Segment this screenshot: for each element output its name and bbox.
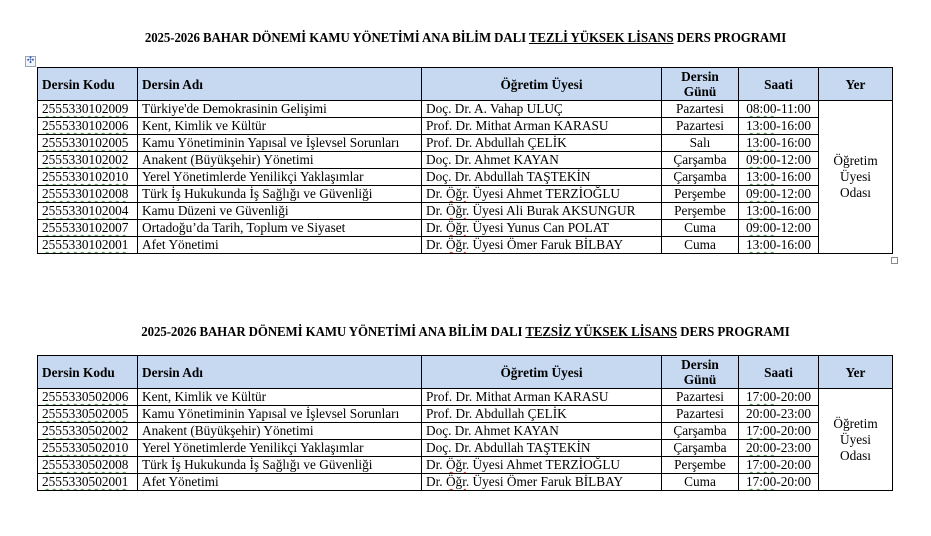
table-row [38,423,893,440]
lecturer-name: Mithat Arman KARASU [475,389,609,404]
header-day [662,356,739,389]
lecturer-title: Dr. Öğr. Üyesi [426,457,504,472]
time-start: 17:00 [745,457,777,472]
header-lecturer: Öğretim Üyesi [422,356,662,389]
time-end: -16:00 [776,169,811,184]
lecturer-title: Doç. Dr. [426,152,472,167]
lecturer-name: Ahmet KAYAN [474,423,559,438]
header-code: Dersin Kodu [38,68,138,101]
lecturer [422,169,662,186]
tezsiz-program-title [14,324,917,340]
course-day: Cuma [662,474,739,491]
lecturer-title: Prof. Dr. [426,135,473,150]
header-day-line2: Günü [683,84,717,99]
course-day: Perşembe [662,457,739,474]
title-prefix: 2025-2026 BAHAR DÖNEMİ KAMU YÖNETİMİ ANA BİLİM DALI [144,30,529,45]
course-code: 2555330502006 [38,389,138,406]
header-time: Saati [739,68,819,101]
time-start: 17:00 [745,423,777,438]
time-end: -12:00 [776,152,811,167]
course-code: 2555330102002 [38,152,138,169]
table-row [38,186,893,203]
place-line: Öğretim [833,415,878,431]
lecturer-title: Prof. Dr. [426,406,473,421]
lecturer [422,152,662,169]
course-code: 2555330102008 [38,186,138,203]
spellcheck-mark: Öğr [445,220,466,235]
course-day: Çarşamba [662,440,739,457]
lecturer [422,220,662,237]
table-row [38,457,893,474]
course-day: Pazartesi [662,389,739,406]
table-row [38,406,893,423]
spellcheck-mark: Öğr [445,457,466,472]
table-row [38,474,893,491]
course-time [739,423,819,440]
tezsiz-schedule-table [37,355,893,491]
course-name: Yerel Yönetimlerde Yenilikçi Yaklaşımlar [138,440,422,457]
lecturer-name: Mithat Arman KARASU [475,118,609,133]
lecturer [422,101,662,118]
lecturer-title: Doç. Dr. [426,440,472,455]
course-name: Türk İş Hukukunda İş Sağlığı ve Güvenliği [138,457,422,474]
course-name: Afet Yönetimi [138,237,422,254]
course-name: Türk İş Hukukunda İş Sağlığı ve Güvenliği [138,186,422,203]
table-row [38,203,893,220]
lecturer-title: Dr. Öğr. Üyesi [426,220,504,235]
lecturer [422,457,662,474]
table-row [38,440,893,457]
time-start: 17:00 [745,474,777,489]
time-start: 08:00 [746,101,777,116]
course-name: Afet Yönetimi [138,474,422,491]
time-end: -20:00 [776,457,811,472]
lecturer-name: Yunus Can POLAT [506,220,610,235]
table-move-handle-icon[interactable]: ✣ [26,56,35,66]
table-row [38,389,893,406]
course-time [739,135,819,152]
header-day-line2: Günü [683,372,717,387]
spellcheck-mark: Öğr [445,474,466,489]
time-start: 13:00 [745,169,777,184]
lecturer-title: Prof. Dr. [426,118,473,133]
time-start: 13:00 [745,237,777,252]
lecturer-name: Ahmet TERZİOĞLU [506,186,621,201]
lecturer-name: Ali Burak AKSUNGUR [506,203,636,218]
course-day: Cuma [662,220,739,237]
course-place [819,101,893,254]
time-start: 17:00 [745,389,777,404]
course-time [739,237,819,254]
course-code: 2555330502005 [38,406,138,423]
lecturer-name: Ömer Faruk BİLBAY [506,237,624,252]
course-code: 2555330102009 [38,101,138,118]
table-row [38,135,893,152]
table-row [38,237,893,254]
time-end: -16:00 [776,135,811,150]
course-name: Anakent (Büyükşehir) Yönetimi [138,152,422,169]
table-row [38,169,893,186]
course-code: 2555330502008 [38,457,138,474]
lecturer-title: Dr. Öğr. Üyesi [426,186,504,201]
spellcheck-mark: Öğr [445,237,466,252]
header-time: Saati [739,356,819,389]
header-day [662,68,739,101]
lecturer [422,135,662,152]
lecturer-name: Ömer Faruk BİLBAY [506,474,624,489]
course-day: Pazartesi [662,101,739,118]
time-start: 13:00 [745,118,777,133]
title-suffix: DERS PROGRAMI [677,324,790,339]
lecturer [422,440,662,457]
course-time [739,101,819,118]
course-code: 2555330102007 [38,220,138,237]
lecturer [422,118,662,135]
course-code: 2555330102010 [38,169,138,186]
time-end: -12:00 [776,220,811,235]
table-row [38,152,893,169]
lecturer-name: Abdullah TAŞTEKİN [474,169,591,184]
course-day: Çarşamba [662,423,739,440]
table-row [38,101,893,118]
course-name: Kamu Yönetiminin Yapısal ve İşlevsel Sorunları [138,135,422,152]
course-day: Çarşamba [662,152,739,169]
course-time [739,440,819,457]
course-time [739,474,819,491]
time-end: -23:00 [776,406,811,421]
course-day: Perşembe [662,186,739,203]
course-time [739,406,819,423]
title-program-type: TEZSİZ YÜKSEK LİSANS [525,324,678,339]
course-day: Çarşamba [662,169,739,186]
course-time [739,203,819,220]
time-start: 20:00 [745,440,777,455]
lecturer [422,186,662,203]
lecturer [422,389,662,406]
header-code: Dersin Kodu [38,356,138,389]
lecturer-name: Abdullah TAŞTEKİN [474,440,591,455]
course-name: Kamu Düzeni ve Güvenliği [138,203,422,220]
place-line: Odası [839,447,872,463]
header-place: Yer [819,356,893,389]
lecturer-title: Prof. Dr. [426,389,473,404]
course-time [739,118,819,135]
course-name: Türkiye'de Demokrasinin Gelişimi [138,101,422,118]
lecturer-name: Abdullah ÇELİK [474,406,567,421]
time-end: -23:00 [776,440,811,455]
header-lecturer: Öğretim Üyesi [422,68,662,101]
lecturer [422,203,662,220]
course-time [739,169,819,186]
header-place: Yer [819,68,893,101]
place-line: Öğretim [833,153,878,168]
lecturer [422,474,662,491]
spellcheck-mark: Öğr [445,203,466,218]
header-name: Dersin Adı [138,68,422,101]
title-prefix: 2025-2026 BAHAR DÖNEMİ KAMU YÖNETİMİ ANA BİLİM DALI [141,324,526,339]
course-day: Pazartesi [662,118,739,135]
course-code: 2555330102004 [38,203,138,220]
table-header-row [38,356,893,389]
time-start: 13:00 [745,135,777,150]
time-end: -12:00 [776,186,811,201]
lecturer-title: Dr. Öğr. Üyesi [426,203,504,218]
lecturer-title: Doç. Dr. [426,101,472,116]
header-name: Dersin Adı [138,356,422,389]
course-day: Perşembe [662,203,739,220]
time-end: -16:00 [776,118,811,133]
lecturer-name: Abdullah ÇELİK [474,135,567,150]
title-suffix: DERS PROGRAMI [673,30,787,45]
lecturer [422,406,662,423]
course-code: 2555330502010 [38,440,138,457]
place-line: Üyesi [839,431,872,447]
course-time [739,389,819,406]
course-name: Kent, Kimlik ve Kültür [138,118,422,135]
course-place [819,389,893,491]
course-name: Kent, Kimlik ve Kültür [138,389,422,406]
header-day-line1: Dersin [681,357,719,372]
course-code: 2555330502001 [38,474,138,491]
place-line: Üyesi [839,169,872,184]
lecturer [422,423,662,440]
lecturer-title: Dr. Öğr. Üyesi [426,474,504,489]
course-time [739,152,819,169]
lecturer-title: Dr. Öğr. Üyesi [426,237,504,252]
course-name: Kamu Yönetiminin Yapısal ve İşlevsel Sorunları [138,406,422,423]
time-end: -20:00 [776,423,811,438]
table-row [38,220,893,237]
time-end: -20:00 [776,474,811,489]
lecturer-name: Ahmet TERZİOĞLU [506,457,621,472]
course-day: Cuma [662,237,739,254]
title-program-type: TEZLİ YÜKSEK LİSANS [528,30,674,45]
course-code: 2555330102005 [38,135,138,152]
time-start: 09:00 [745,220,777,235]
tezli-program-title [14,30,917,46]
header-day-line1: Dersin [681,69,719,84]
course-day: Pazartesi [662,406,739,423]
time-start: 13:00 [745,203,777,218]
time-end: -16:00 [776,237,811,252]
time-start: 09:00 [745,152,777,167]
table-resize-handle-icon[interactable] [891,257,898,264]
course-code: 2555330102006 [38,118,138,135]
course-name: Anakent (Büyükşehir) Yönetimi [138,423,422,440]
lecturer [422,237,662,254]
course-time [739,220,819,237]
lecturer-title: Doç. Dr. [426,169,472,184]
time-end: -20:00 [776,389,811,404]
time-start: 09:00 [745,186,777,201]
place-line: Odası [839,185,872,200]
time-end: -16:00 [776,203,811,218]
table-row [38,118,893,135]
time-end: -11:00 [776,101,811,116]
course-name: Ortadoğu’da Tarih, Toplum ve Siyaset [138,220,422,237]
lecturer-name: A. Vahap ULUÇ [474,101,563,116]
table-header-row [38,68,893,101]
tezli-schedule-table [37,67,893,254]
lecturer-title: Doç. Dr. [426,423,472,438]
course-name: Yerel Yönetimlerde Yenilikçi Yaklaşımlar [138,169,422,186]
course-day: Salı [662,135,739,152]
course-code: 2555330102001 [38,237,138,254]
spellcheck-mark: Öğr [445,186,466,201]
lecturer-name: Ahmet KAYAN [474,152,559,167]
course-time [739,186,819,203]
time-start: 20:00 [745,406,777,421]
course-time [739,457,819,474]
course-code: 2555330502002 [38,423,138,440]
